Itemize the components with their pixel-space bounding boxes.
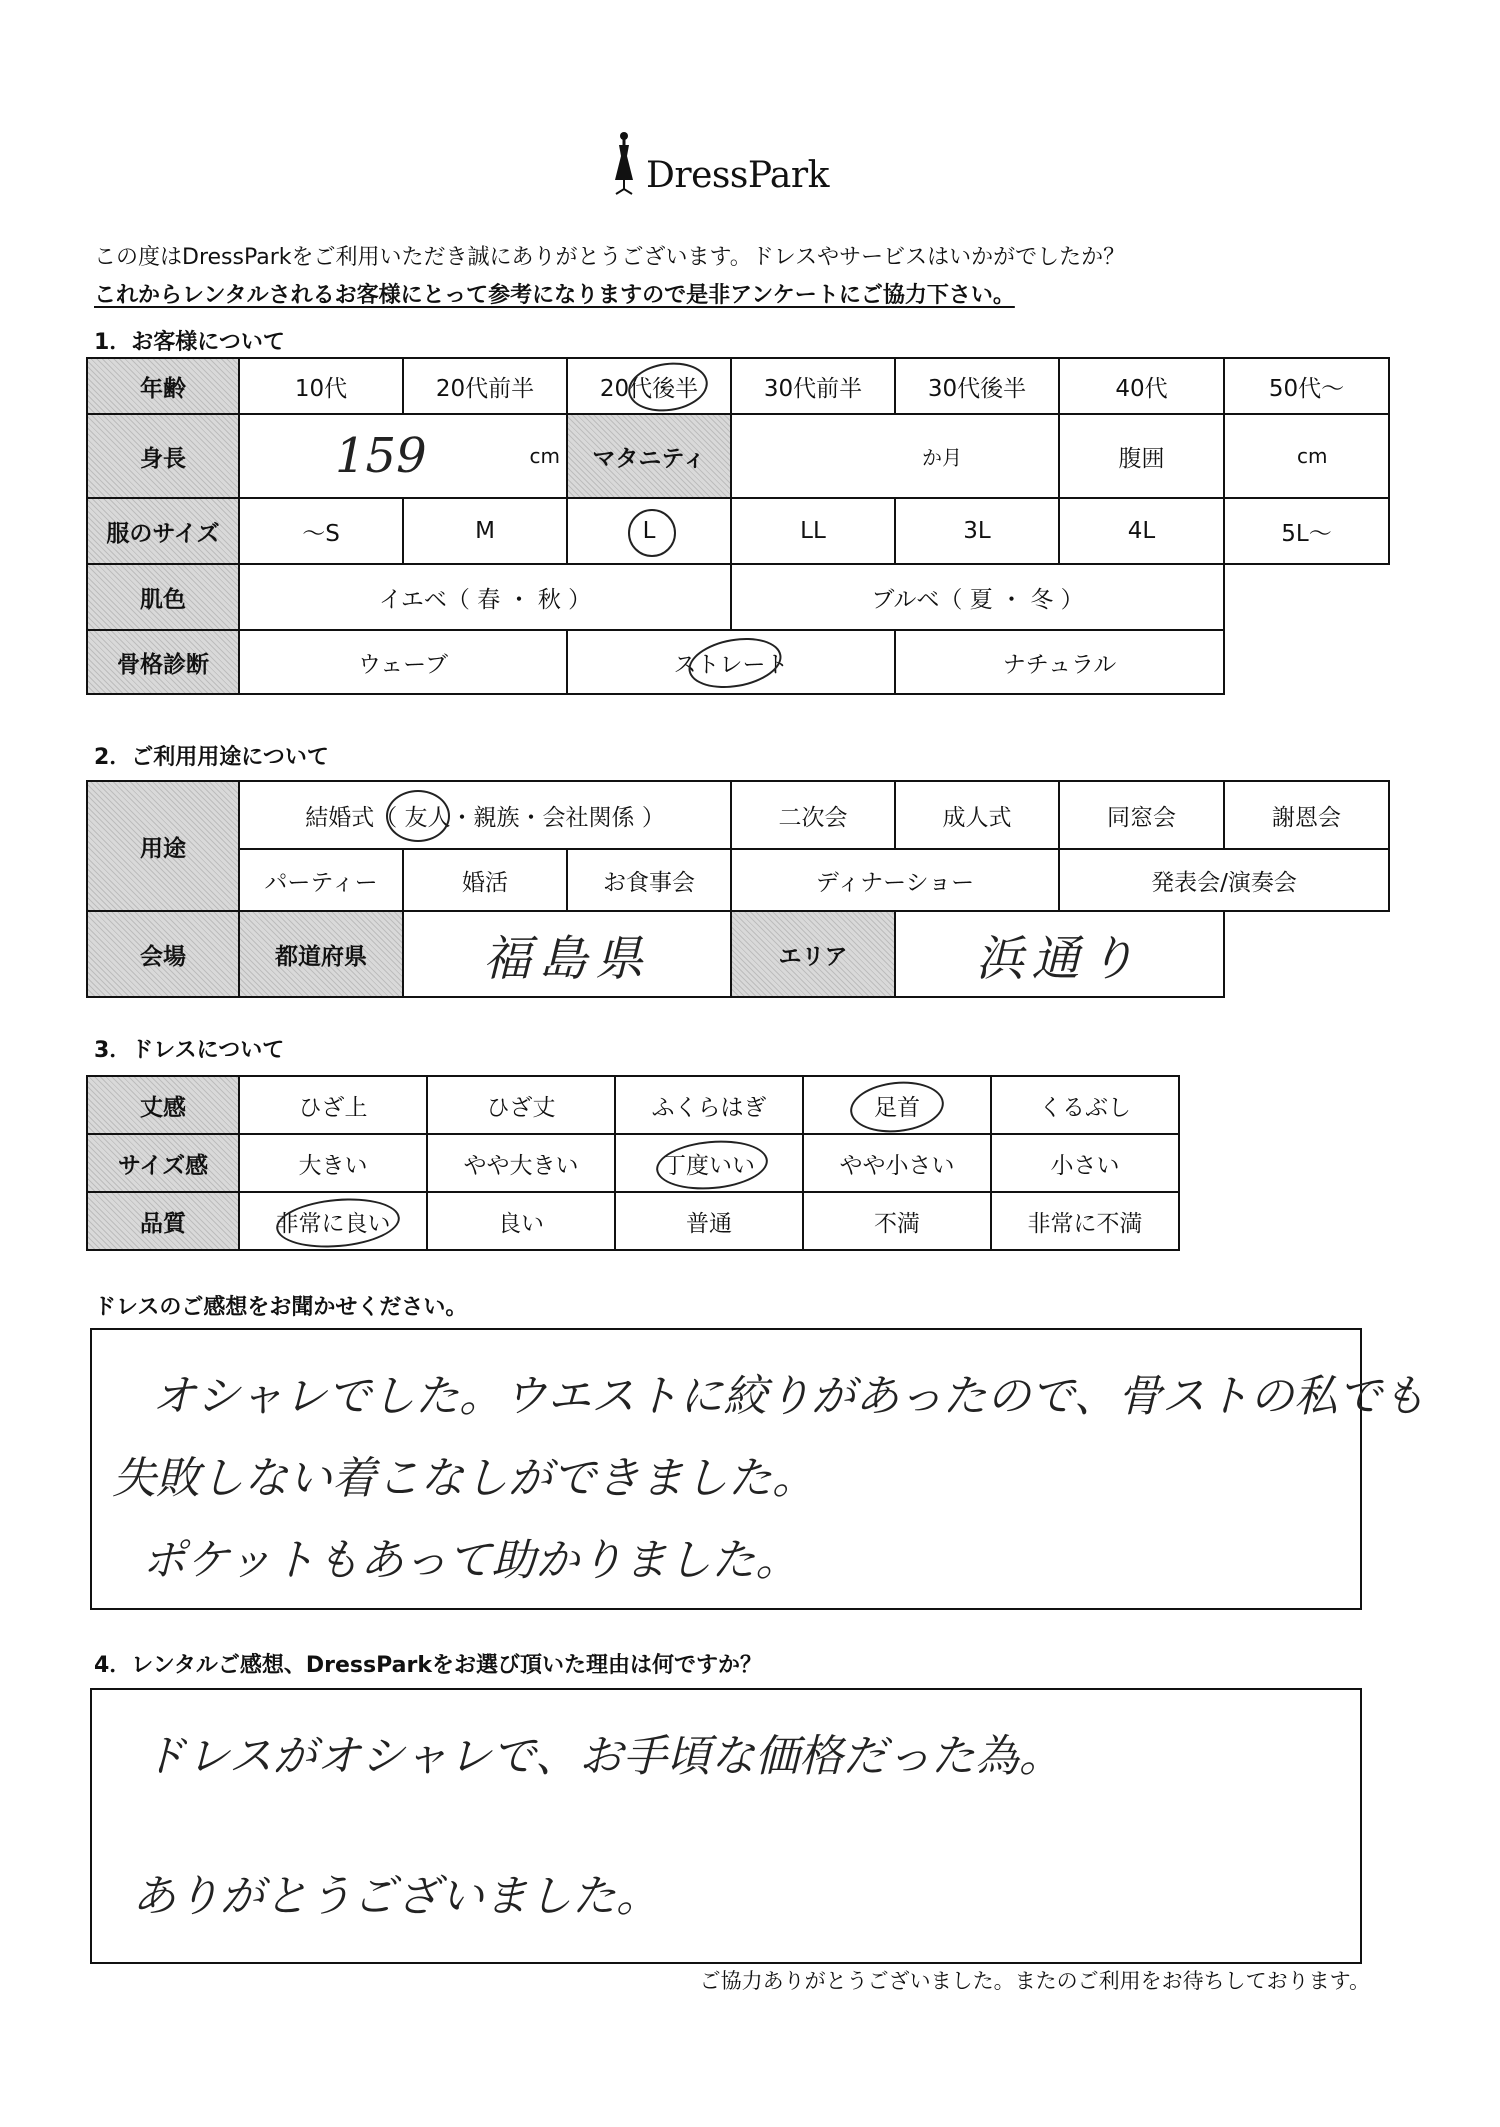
age-option[interactable]: 20代前半 (403, 358, 567, 414)
empty-cell (1224, 630, 1389, 694)
feedback-line: 失敗しない着こなしができました。 (112, 1453, 816, 1504)
dress-mannequin-icon (610, 130, 638, 196)
reason-line: ありがとうございました。 (132, 1871, 660, 1922)
waist-label: 腹囲 (1059, 414, 1224, 498)
fit-option-text: 丁度いい (663, 1152, 755, 1179)
skin-label: 肌色 (87, 564, 239, 630)
section-4-title: 4．レンタルご感想、DressParkをお選び頂いた理由は何ですか？ (94, 1653, 762, 1678)
purpose-option[interactable]: お食事会 (567, 849, 731, 911)
reason-line: ドレスがオシャレで、お手頃な価格だった為。 (142, 1731, 1063, 1782)
size-option[interactable]: M (403, 498, 567, 564)
size-option-selected[interactable] (567, 498, 731, 564)
intro-line-2: これからレンタルされるお客様にとって参考になりますので是非アンケートにご協力下さい。 (94, 283, 1015, 308)
purpose-option[interactable]: 同窓会 (1059, 781, 1224, 849)
length-option-selected[interactable] (803, 1076, 991, 1134)
length-option[interactable]: ふくらはぎ (615, 1076, 803, 1134)
age-option-text: 20代後半 (599, 375, 699, 402)
purpose-wedding-text: 結婚式（ 友人・親族・会社関係 ） (305, 804, 665, 831)
empty-cell (1224, 564, 1389, 630)
purpose-option[interactable]: 二次会 (731, 781, 895, 849)
purpose-option[interactable]: 発表会/演奏会 (1059, 849, 1389, 911)
area-label: エリア (731, 911, 895, 997)
feedback-line: ポケットもあって助かりました。 (142, 1535, 800, 1586)
customer-table (86, 357, 1390, 695)
section-1-title: 1．お客様について (94, 330, 285, 355)
reason-box[interactable] (90, 1688, 1362, 1964)
height-value: 159 (335, 428, 427, 484)
frame-label: 骨格診断 (87, 630, 239, 694)
length-option-text: 足首 (874, 1094, 920, 1121)
dress-feedback-box[interactable] (90, 1328, 1426, 1610)
frame-option[interactable]: ナチュラル (895, 630, 1224, 694)
quality-option-text: 非常に良い (275, 1210, 391, 1237)
height-unit: cm (529, 444, 560, 468)
dress-table (86, 1075, 1180, 1251)
waist-unit: cm (1297, 444, 1328, 468)
age-option[interactable]: 30代前半 (731, 358, 895, 414)
size-label: 服のサイズ (87, 498, 239, 564)
quality-option[interactable]: 不満 (803, 1192, 991, 1250)
size-option[interactable]: 5L～ (1224, 498, 1389, 564)
purpose-option[interactable]: ディナーショー (731, 849, 1059, 911)
height-field[interactable] (239, 414, 567, 498)
age-option[interactable]: 50代～ (1224, 358, 1389, 414)
fit-option[interactable]: 小さい (991, 1134, 1179, 1192)
purpose-wedding-selected[interactable] (239, 781, 731, 849)
age-option-selected[interactable] (567, 358, 731, 414)
section-2-title: 2．ご利用用途について (94, 745, 329, 770)
maternity-months-field[interactable] (731, 414, 1059, 498)
prefecture-value: 福島県 (483, 930, 652, 987)
area-field[interactable] (895, 911, 1224, 997)
age-label: 年齢 (87, 358, 239, 414)
venue-label: 会場 (87, 911, 239, 997)
quality-option[interactable]: 普通 (615, 1192, 803, 1250)
length-option[interactable]: くるぶし (991, 1076, 1179, 1134)
skin-option[interactable]: イエベ（ 春 ・ 秋 ） (239, 564, 731, 630)
feedback-line: オシャレでした。ウエストに絞りがあったので、骨ストの私でも (152, 1371, 1426, 1422)
purpose-option[interactable]: 婚活 (403, 849, 567, 911)
fit-option[interactable]: やや大きい (427, 1134, 615, 1192)
size-option-text: L (642, 518, 656, 544)
quality-option-selected[interactable] (239, 1192, 427, 1250)
frame-option-selected[interactable] (567, 630, 895, 694)
size-option[interactable]: 4L (1059, 498, 1224, 564)
quality-option[interactable]: 良い (427, 1192, 615, 1250)
brand-name: DressPark (646, 155, 829, 196)
empty-cell (1224, 911, 1389, 997)
fit-option[interactable]: やや小さい (803, 1134, 991, 1192)
size-option[interactable]: LL (731, 498, 895, 564)
purpose-label: 用途 (87, 781, 239, 911)
section-3-title: 3．ドレスについて (94, 1038, 285, 1063)
size-option[interactable]: 3L (895, 498, 1059, 564)
purpose-option[interactable]: 成人式 (895, 781, 1059, 849)
prefecture-label: 都道府県 (239, 911, 403, 997)
prefecture-field[interactable] (403, 911, 731, 997)
purpose-table (86, 780, 1390, 998)
intro-line-1: この度はDressParkをご利用いただき誠にありがとうございます。ドレスやサービスはいかがでしたか？ (94, 245, 1126, 270)
dress-feedback-prompt: ドレスのご感想をお聞かせください。 (94, 1295, 468, 1320)
age-option[interactable]: 10代 (239, 358, 403, 414)
fit-option-selected[interactable] (615, 1134, 803, 1192)
quality-option[interactable]: 非常に不満 (991, 1192, 1179, 1250)
area-value: 浜通り (975, 930, 1144, 987)
frame-option[interactable]: ウェーブ (239, 630, 567, 694)
length-label: 丈感 (87, 1076, 239, 1134)
age-option[interactable]: 40代 (1059, 358, 1224, 414)
months-unit: か月 (922, 445, 962, 470)
fit-option[interactable]: 大きい (239, 1134, 427, 1192)
purpose-option[interactable]: パーティー (239, 849, 403, 911)
height-label: 身長 (87, 414, 239, 498)
age-option[interactable]: 30代後半 (895, 358, 1059, 414)
quality-label: 品質 (87, 1192, 239, 1250)
length-option[interactable]: ひざ丈 (427, 1076, 615, 1134)
size-option[interactable]: ～S (239, 498, 403, 564)
frame-option-text: ストレート (673, 651, 789, 678)
footer-thanks: ご協力ありがとうございました。またのご利用をお待ちしております。 (699, 1969, 1370, 1993)
skin-option[interactable]: ブルベ（ 夏 ・ 冬 ） (731, 564, 1224, 630)
fit-label: サイズ感 (87, 1134, 239, 1192)
logo (610, 130, 829, 196)
waist-field[interactable] (1224, 414, 1389, 498)
purpose-option[interactable]: 謝恩会 (1224, 781, 1389, 849)
maternity-label: マタニティ (567, 414, 731, 498)
length-option[interactable]: ひざ上 (239, 1076, 427, 1134)
